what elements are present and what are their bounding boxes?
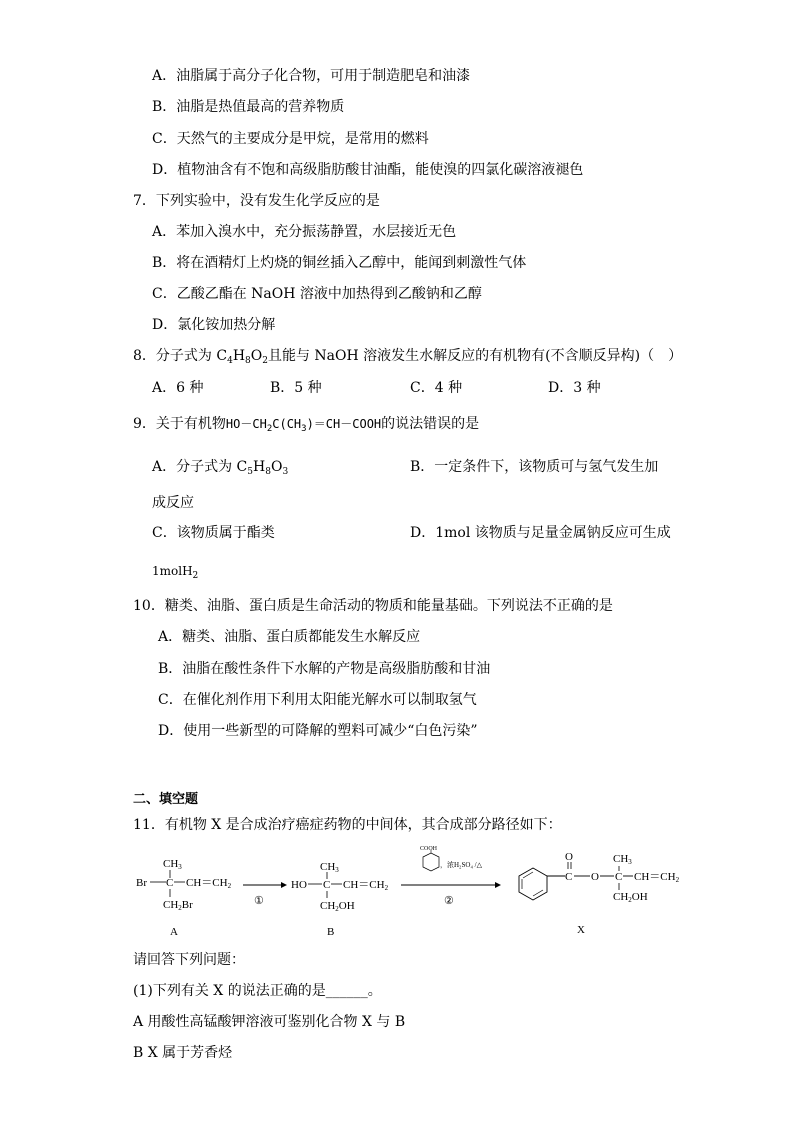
svg-text:CH3: CH3 bbox=[320, 861, 339, 874]
label-b: B bbox=[327, 926, 335, 938]
svg-text:CH＝CH2: CH＝CH2 bbox=[186, 877, 232, 890]
q10-stem: 10．糖类、油脂、蛋白质是生命活动的物质和能量基础。下列说法不正确的是 bbox=[133, 598, 613, 614]
q10-option-d: D．使用一些新型的可降解的塑料可减少“白色污染” bbox=[158, 723, 478, 739]
svg-text:HO: HO bbox=[291, 879, 307, 891]
svg-text:CH2Br: CH2Br bbox=[163, 899, 193, 912]
q6-option-d: D．植物油含有不饱和高级脂肪酸甘油酯，能使溴的四氯化碳溶液褪色 bbox=[152, 162, 584, 178]
q11-option-b: B X 属于芳香烃 bbox=[133, 1045, 233, 1061]
svg-text:O: O bbox=[591, 871, 599, 883]
synthesis-scheme bbox=[133, 840, 693, 940]
svg-text:C: C bbox=[615, 871, 623, 883]
reaction-arrow-2 bbox=[401, 846, 501, 907]
q11-sub1: (1)下列有关 X 的说法正确的是______。 bbox=[133, 983, 382, 999]
svg-text:CH＝CH2: CH＝CH2 bbox=[634, 871, 680, 884]
svg-text:，浓H₂SO₄ /△: ，浓H₂SO₄ /△ bbox=[440, 861, 482, 869]
compound-b bbox=[291, 861, 389, 938]
q8-option-d: D．3 种 bbox=[548, 380, 601, 396]
svg-text:CH2OH: CH2OH bbox=[320, 900, 355, 913]
q9-stem: 9．关于有机物$HO-CH_2C(CH_3)=CH-COOH$的说法错误的是 bbox=[133, 416, 480, 434]
svg-text:CH2OH: CH2OH bbox=[613, 891, 648, 904]
svg-text:C: C bbox=[166, 877, 174, 889]
benzene-ring bbox=[519, 868, 547, 900]
q8-option-a: A．6 种 bbox=[152, 380, 204, 396]
svg-text:Br: Br bbox=[136, 877, 147, 889]
q6-option-c: C．天然气的主要成分是甲烷，是常用的燃料 bbox=[152, 131, 429, 147]
q11-option-a: A 用酸性高锰酸钾溶液可鉴别化合物 X 与 B bbox=[133, 1014, 406, 1030]
q9-option-d: D．1mol 该物质与足量金属钠反应可生成 bbox=[410, 525, 671, 541]
q7-option-d: D．氯化铵加热分解 bbox=[152, 317, 276, 333]
svg-text:COOH: COOH bbox=[420, 846, 438, 852]
svg-text:C: C bbox=[323, 879, 331, 891]
q8-stem: 8．分子式为 $C_4H_8O_2$且能与 NaOH 溶液发生水解反应的有机物有(不含顺反异构)（ ） bbox=[133, 348, 683, 366]
q6-option-a: A．油脂属于高分子化合物，可用于制造肥皂和油漆 bbox=[152, 68, 471, 84]
q7-option-c: C．乙酸乙酯在 NaOH 溶液中加热得到乙酸钠和乙醇 bbox=[152, 286, 482, 302]
svg-text:②: ② bbox=[444, 895, 454, 907]
q9-option-b-continued: 成反应 bbox=[152, 495, 194, 511]
q7-option-a: A．苯加入溴水中，充分振荡静置，水层接近无色 bbox=[152, 224, 457, 240]
svg-text:C: C bbox=[565, 871, 573, 883]
q7-stem: 7．下列实验中，没有发生化学反应的是 bbox=[133, 193, 380, 209]
q10-option-b: B．油脂在酸性条件下水解的产物是高级脂肪酸和甘油 bbox=[158, 661, 491, 677]
q11-stem: 11．有机物 X 是合成治疗癌症药物的中间体，其合成部分路径如下： bbox=[133, 817, 562, 833]
svg-text:CH＝CH2: CH＝CH2 bbox=[343, 879, 389, 892]
compound-x bbox=[519, 851, 680, 936]
q9-option-a: A．分子式为 $C_5H_8O_3$ bbox=[152, 459, 289, 477]
q11-prompt: 请回答下列问题： bbox=[133, 952, 245, 968]
compound-a bbox=[136, 858, 232, 938]
q8-option-b: B．5 种 bbox=[270, 380, 322, 396]
q9-option-c: C．该物质属于酯类 bbox=[152, 525, 275, 541]
q9-option-d-continued: 1molH$_2$ bbox=[152, 564, 199, 581]
q7-option-b: B．将在酒精灯上灼烧的铜丝插入乙醇中，能闻到刺激性气体 bbox=[152, 255, 527, 271]
svg-text:O: O bbox=[565, 851, 573, 863]
svg-text:CH3: CH3 bbox=[163, 858, 182, 871]
svg-text:①: ① bbox=[254, 895, 264, 907]
q10-option-a: A．糖类、油脂、蛋白质都能发生水解反应 bbox=[158, 629, 421, 645]
q8-option-c: C．4 种 bbox=[410, 380, 463, 396]
reaction-arrow-1 bbox=[243, 882, 287, 907]
benzoic-acid-ring bbox=[423, 853, 439, 871]
q6-option-b: B．油脂是热值最高的营养物质 bbox=[152, 99, 345, 115]
q9-option-b: B．一定条件下，该物质可与氢气发生加 bbox=[410, 459, 659, 475]
q10-option-c: C．在催化剂作用下利用太阳能光解水可以制取氢气 bbox=[158, 692, 477, 708]
svg-text:CH3: CH3 bbox=[613, 853, 632, 866]
label-a: A bbox=[170, 926, 178, 938]
label-x: X bbox=[577, 924, 585, 936]
section-title: 二、填空题 bbox=[133, 792, 199, 807]
